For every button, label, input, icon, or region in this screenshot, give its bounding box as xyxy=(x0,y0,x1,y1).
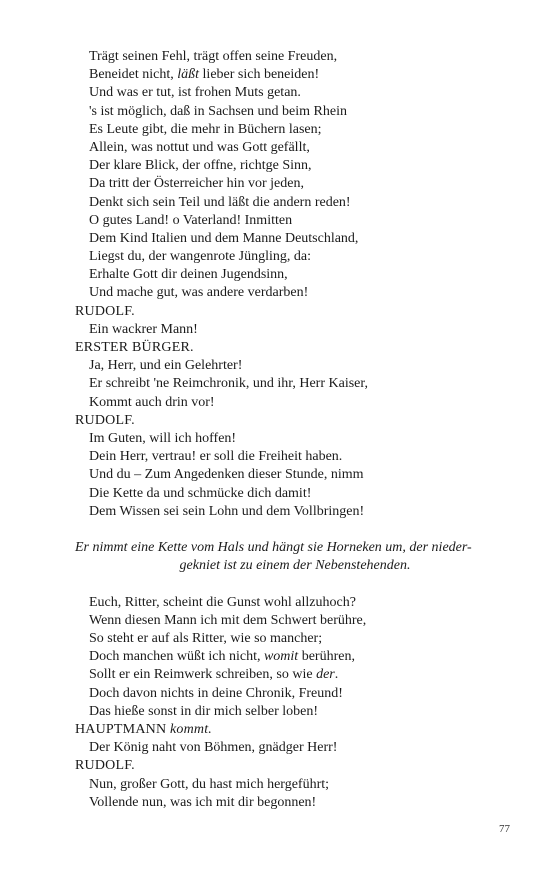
spacer xyxy=(75,521,515,539)
text-segment: So steht er auf als Ritter, wie so mancher; xyxy=(89,631,323,647)
spacer xyxy=(75,575,515,593)
verse-line xyxy=(75,121,515,139)
italic-text: läßt xyxy=(177,67,200,83)
verse-line xyxy=(75,703,515,721)
verse-line xyxy=(75,248,515,266)
verse-line xyxy=(75,648,515,666)
text-segment: Und was er tut, ist frohen Muts getan. xyxy=(89,85,301,101)
stage-direction-line-2: gekniet ist zu einem der Nebenstehenden. xyxy=(179,558,411,574)
italic-text: kommt. xyxy=(169,721,212,737)
text-segment: Da tritt der Österreicher hin vor jeden, xyxy=(89,176,304,192)
speaker-name xyxy=(75,757,515,775)
text-segment: Dem Wissen sei sein Lohn und dem Vollbringen! xyxy=(89,503,365,519)
speaker-name xyxy=(75,339,515,357)
verse-line xyxy=(75,66,515,84)
speaker-name xyxy=(75,412,515,430)
italic-text: der xyxy=(316,667,335,683)
text-segment: 's ist möglich, daß in Sachsen und beim Rhein xyxy=(89,103,347,119)
verse-line xyxy=(75,175,515,193)
text-segment: Der klare Blick, der offne, richtge Sinn, xyxy=(89,158,312,174)
verse-line xyxy=(75,157,515,175)
text-segment: Sollt er ein Reimwerk schreiben, so wie xyxy=(89,667,317,683)
verse-line xyxy=(75,375,515,393)
text-segment: ERSTER BÜRGER. xyxy=(75,340,194,355)
verse-line xyxy=(75,266,515,284)
text-segment: Die Kette da und schmücke dich damit! xyxy=(89,485,312,501)
verse-line xyxy=(75,776,515,794)
verse-line xyxy=(75,612,515,630)
verse-line xyxy=(75,139,515,157)
text-segment: Dein Herr, vertrau! er soll die Freiheit haben. xyxy=(89,449,343,465)
verse-line xyxy=(75,594,515,612)
text-segment: Kommt auch drin vor! xyxy=(89,394,215,410)
text-segment: berühren, xyxy=(298,649,355,665)
verse-line xyxy=(75,230,515,248)
text-segment: lieber sich beneiden! xyxy=(199,67,320,83)
speaker-name xyxy=(75,721,515,739)
verse-line xyxy=(75,194,515,212)
text-segment: Der König naht von Böhmen, gnädger Herr! xyxy=(89,740,338,756)
verse-line xyxy=(75,357,515,375)
text-segment: Er schreibt 'ne Reimchronik, und ihr, Herr Kaiser, xyxy=(89,376,368,392)
verse-line xyxy=(75,284,515,302)
text-segment: Vollende nun, was ich mit dir begonnen! xyxy=(89,794,317,810)
text-segment: Und mache gut, was andere verdarben! xyxy=(89,285,309,301)
text-segment: Ein wackrer Mann! xyxy=(89,321,198,337)
page-number: 77 xyxy=(499,823,510,835)
text-segment: Dem Kind Italien und dem Manne Deutschland, xyxy=(89,230,359,246)
verse-line xyxy=(75,321,515,339)
text-segment: . xyxy=(334,667,339,683)
text-segment: Trägt seinen Fehl, trägt offen seine Freuden, xyxy=(89,49,338,64)
verse-block-bottom xyxy=(75,594,515,812)
text-segment: Allein, was nottut und was Gott gefällt, xyxy=(89,139,310,155)
verse-line xyxy=(75,466,515,484)
verse-line xyxy=(75,685,515,703)
verse-line xyxy=(75,739,515,757)
italic-text: womit xyxy=(263,649,299,665)
text-segment: RUDOLF. xyxy=(75,758,135,774)
text-segment: Und du – Zum Angedenken dieser Stunde, nimm xyxy=(89,467,364,483)
text-segment: Denkt sich sein Teil und läßt die andern reden! xyxy=(89,194,351,210)
text-segment: Euch, Ritter, scheint die Gunst wohl allzuhoch? xyxy=(89,594,356,610)
verse-line xyxy=(75,84,515,102)
text-segment: Ja, Herr, und ein Gelehrter! xyxy=(89,358,243,374)
verse-line xyxy=(75,430,515,448)
text-segment: Wenn diesen Mann ich mit dem Schwert berühre, xyxy=(89,612,367,628)
text-segment: Doch manchen wüßt ich nicht, xyxy=(89,649,264,665)
text-segment: Erhalte Gott dir deinen Jugendsinn, xyxy=(89,267,288,283)
text-segment: Liegst du, der wangenrote Jüngling, da: xyxy=(89,249,312,265)
text-block xyxy=(75,48,515,812)
verse-line xyxy=(75,794,515,812)
verse-line xyxy=(75,212,515,230)
text-segment: Beneidet nicht, xyxy=(89,67,178,83)
text-segment: HAUPTMANN xyxy=(75,721,170,737)
stage-direction-line-1: Er nimmt eine Kette vom Hals und hängt sie Horneken um, der nieder- xyxy=(75,540,472,556)
verse-line xyxy=(75,630,515,648)
text-segment: Im Guten, will ich hoffen! xyxy=(89,430,237,446)
verse-line xyxy=(75,666,515,684)
text-segment: O gutes Land! o Vaterland! Inmitten xyxy=(89,212,293,228)
verse-line xyxy=(75,503,515,521)
verse-block-top xyxy=(75,48,515,521)
text-segment: RUDOLF. xyxy=(75,412,135,428)
verse-line xyxy=(75,394,515,412)
verse-line xyxy=(75,103,515,121)
verse-line xyxy=(75,448,515,466)
text-segment: Das hieße sonst in dir mich selber loben! xyxy=(89,703,319,719)
text-segment: Es Leute gibt, die mehr in Büchern lasen; xyxy=(89,121,322,137)
verse-line xyxy=(75,485,515,503)
verse-line xyxy=(75,48,515,66)
text-segment: Nun, großer Gott, du hast mich hergeführt; xyxy=(89,776,330,792)
text-segment: RUDOLF. xyxy=(75,303,135,319)
text-segment: Doch davon nichts in deine Chronik, Freund! xyxy=(89,685,343,701)
speaker-name xyxy=(75,303,515,321)
